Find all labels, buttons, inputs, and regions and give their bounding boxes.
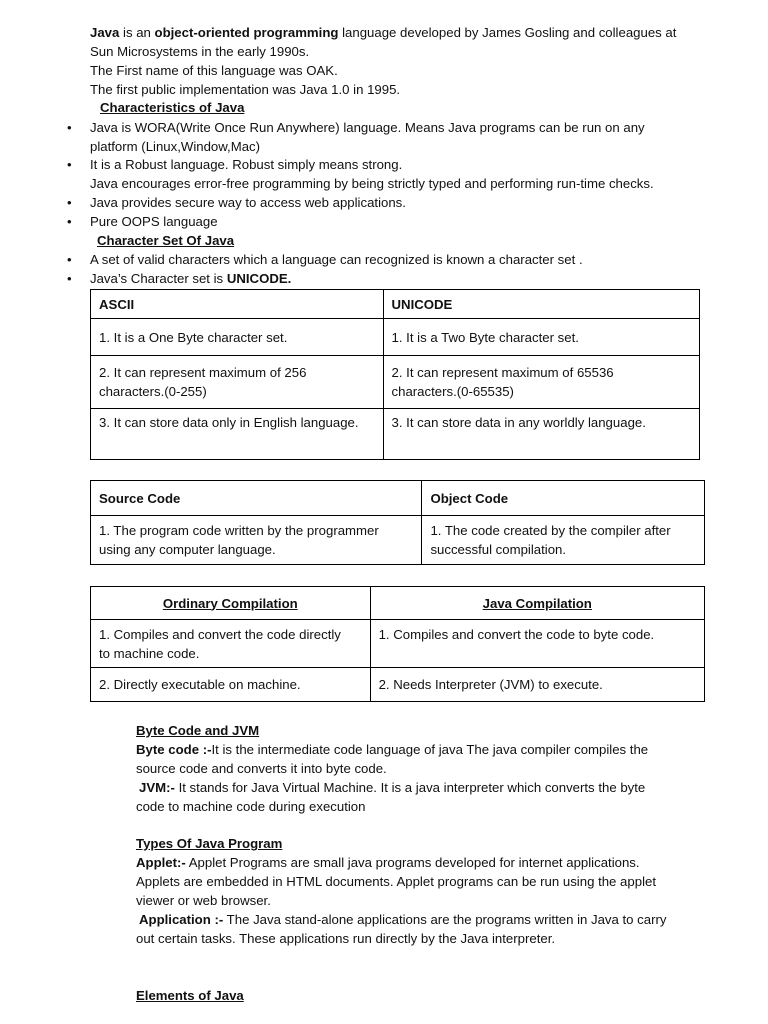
applet-line-3: viewer or web browser.: [136, 893, 271, 908]
bullet-wora-cont: platform (Linux,Window,Mac): [90, 139, 261, 154]
cell-ascii-3: 3. It can store data only in English language.: [91, 409, 384, 460]
header-unicode: UNICODE: [383, 290, 699, 319]
bullet-secure: • Java provides secure way to access web applications.: [90, 193, 406, 212]
bullet-oops: • Pure OOPS language: [90, 212, 218, 231]
header-java-compilation: Java Compilation: [370, 587, 704, 620]
jvm-line-2: code to machine code during execution: [136, 799, 366, 814]
header-object-code: Object Code: [422, 481, 705, 516]
types-heading: Types Of Java Program: [136, 836, 283, 851]
compilation-table: [90, 586, 705, 702]
applet-line-2: Applets are embedded in HTML documents. Applet programs can be run using the applet: [136, 874, 656, 889]
bullet-robust: • It is a Robust language. Robust simply means strong.: [90, 155, 402, 174]
cell-object-code: 1. The code created by the compiler after successful compilation.: [422, 516, 705, 565]
source-object-table: [90, 480, 705, 565]
intro-line-3: The First name of this language was OAK.: [90, 63, 338, 78]
cell-source-code: 1. The program code written by the programmer using any computer language.: [91, 516, 422, 565]
cell-ascii-2: 2. It can represent maximum of 256 characters.(0-255): [91, 356, 384, 409]
header-source-code: Source Code: [91, 481, 422, 516]
intro-line-1: Java is an object-oriented programming language developed by James Gosling and colleagues at: [90, 25, 677, 40]
bytecode-line-2: source code and converts it into byte code.: [136, 761, 387, 776]
bytecode-heading: Byte Code and JVM: [136, 723, 260, 738]
elements-heading: Elements of Java: [136, 988, 244, 1003]
oop-term: object-oriented programming: [154, 25, 339, 40]
bullet-charset-unicode: • Java’s Character set is UNICODE.: [90, 269, 291, 288]
bullet-charset-def: • A set of valid characters which a language can recognized is known a character set .: [90, 250, 583, 269]
cell-ordinary-2: 2. Directly executable on machine.: [91, 668, 371, 702]
cell-unicode-2: 2. It can represent maximum of 65536 characters.(0-65535): [383, 356, 699, 409]
cell-ordinary-1: 1. Compiles and convert the code directly to machine code.: [91, 620, 371, 668]
applet-line-1: Applet:- Applet Programs are small java programs developed for internet applications.: [136, 855, 640, 870]
intro-line-4: The first public implementation was Java 1.0 in 1995.: [90, 82, 401, 97]
bullet-robust-cont: Java encourages error-free programming by being strictly typed and performing run-time checks.: [90, 176, 654, 191]
characteristics-heading: Characteristics of Java: [100, 100, 245, 115]
cell-java-1: 1. Compiles and convert the code to byte code.: [370, 620, 704, 668]
charset-heading: Character Set Of Java: [97, 233, 235, 248]
java-term: Java: [90, 25, 120, 40]
cell-unicode-3: 3. It can store data in any worldly language.: [383, 409, 699, 460]
cell-java-2: 2. Needs Interpreter (JVM) to execute.: [370, 668, 704, 702]
bytecode-line-1: Byte code :-It is the intermediate code language of java The java compiler compiles the: [136, 742, 649, 757]
header-ascii: ASCII: [91, 290, 384, 319]
bullet-wora: • Java is WORA(Write Once Run Anywhere) language. Means Java programs can be run on any: [90, 118, 645, 137]
intro-line-2: Sun Microsystems in the early 1990s.: [90, 44, 310, 59]
ascii-unicode-table: [90, 289, 700, 460]
application-line-2: out certain tasks. These applications run directly by the Java interpreter.: [136, 931, 556, 946]
header-ordinary-compilation: Ordinary Compilation: [91, 587, 371, 620]
cell-unicode-1: 1. It is a Two Byte character set.: [383, 319, 699, 356]
cell-ascii-1: 1. It is a One Byte character set.: [91, 319, 384, 356]
jvm-line-1: JVM:- It stands for Java Virtual Machine. It is a java interpreter which converts the byte: [139, 780, 646, 795]
application-line-1: Application :- The Java stand-alone applications are the programs written in Java to carry: [139, 912, 667, 927]
